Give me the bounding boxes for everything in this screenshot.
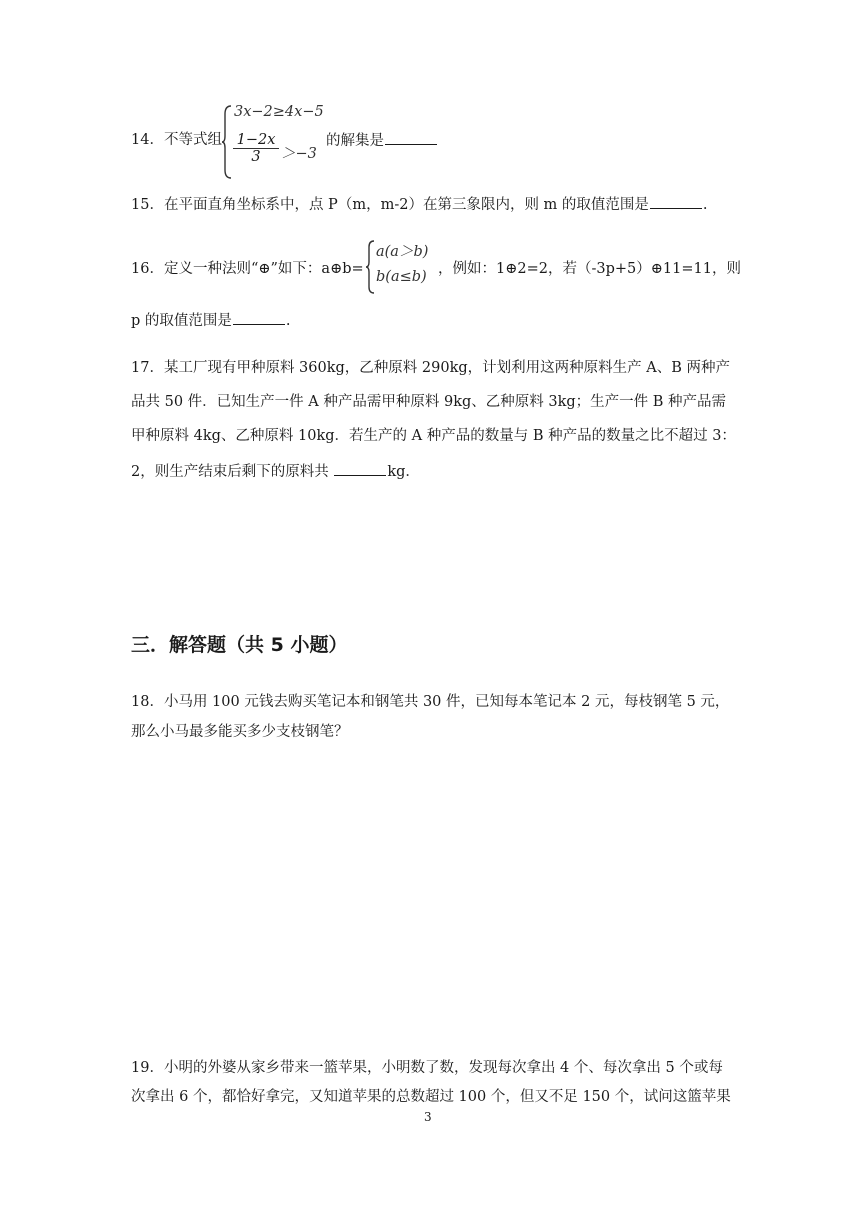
q17-answer-blank[interactable] bbox=[334, 461, 386, 476]
q14-suffix-line bbox=[326, 130, 438, 151]
q17-line-1: 17．某工厂现有甲种原料 360kg，乙种原料 290kg，计划利用这两种原料生产 A、B 两种产 bbox=[131, 360, 731, 376]
section-3-heading: 三．解答题（共 5 小题） bbox=[131, 634, 348, 656]
q17-line4-prefix: 2，则生产结束后剩下的原料共 bbox=[131, 464, 334, 480]
q14-inequality-system bbox=[221, 102, 331, 182]
q15-end: . bbox=[702, 197, 708, 213]
q14-answer-blank[interactable] bbox=[385, 130, 437, 145]
page-number: 3 bbox=[424, 1110, 432, 1124]
q15-answer-blank[interactable] bbox=[650, 194, 702, 209]
q16-end: . bbox=[285, 313, 291, 329]
q14-prefix: 14．不等式组 bbox=[131, 132, 222, 148]
q17-line-4 bbox=[131, 461, 420, 482]
q17-line-3: 甲种原料 4kg、乙种原料 10kg．若生产的 A 种产品的数量与 B 种产品的数量之比不超过 3： bbox=[131, 428, 736, 444]
q15-text: 15．在平面直角坐标系中，点 P（m，m-2）在第三象限内，则 m 的取值范围是 bbox=[131, 197, 649, 213]
q15-line bbox=[131, 194, 708, 215]
q16-line-1 bbox=[131, 259, 364, 279]
q17-line-2: 品共 50 件．已知生产一件 A 种产品需甲种原料 9kg、乙种原料 3kg；生产一件 B 种产品需 bbox=[131, 394, 727, 410]
q16-case-1: a(a＞b) bbox=[376, 244, 429, 260]
q16-line2: p 的取值范围是 bbox=[131, 313, 232, 329]
q19-line-2: 次拿出 6 个，都恰好拿完，又知道苹果的总数超过 100 个，但又不足 150 个，试问这篮苹果 bbox=[131, 1089, 731, 1105]
q19-line-1: 19．小明的外婆从家乡带来一篮苹果，小明数了数，发现每次拿出 4 个、每次拿出 5 个或每 bbox=[131, 1060, 723, 1076]
q16-line-1-rest bbox=[438, 259, 741, 279]
q18-line-2: 那么小马最多能买多少支枝钢笔？ bbox=[131, 724, 349, 740]
q16-prefix: 16．定义一种法则“⊕”如下：a⊕b= bbox=[131, 261, 364, 277]
q16-case-2: b(a≤b) bbox=[376, 269, 427, 285]
q14-fraction-denominator: 3 bbox=[251, 149, 261, 165]
q14-inequality-1: 3x−2≥4x−5 bbox=[234, 104, 324, 120]
q14-inequality-2-relation: ＞−3 bbox=[281, 146, 317, 162]
left-brace-icon bbox=[365, 239, 375, 295]
q14-fraction bbox=[233, 132, 279, 165]
q16-mid: ，例如：1⊕2=2，若（-3p+5）⊕11=11，则 bbox=[438, 261, 741, 277]
q17-line4-end: kg． bbox=[387, 464, 420, 480]
q16-piecewise-definition bbox=[365, 237, 440, 297]
q14-line bbox=[131, 130, 222, 150]
q16-answer-blank[interactable] bbox=[233, 310, 285, 325]
q14-suffix: 的解集是 bbox=[326, 133, 384, 149]
q16-line-2 bbox=[131, 310, 291, 331]
q18-line-1: 18．小马用 100 元钱去购买笔记本和钢笔共 30 件，已知每本笔记本 2 元，每枝钢笔 5 元， bbox=[131, 694, 730, 710]
q14-fraction-numerator: 1−2x bbox=[233, 132, 279, 149]
left-brace-icon bbox=[221, 104, 233, 180]
